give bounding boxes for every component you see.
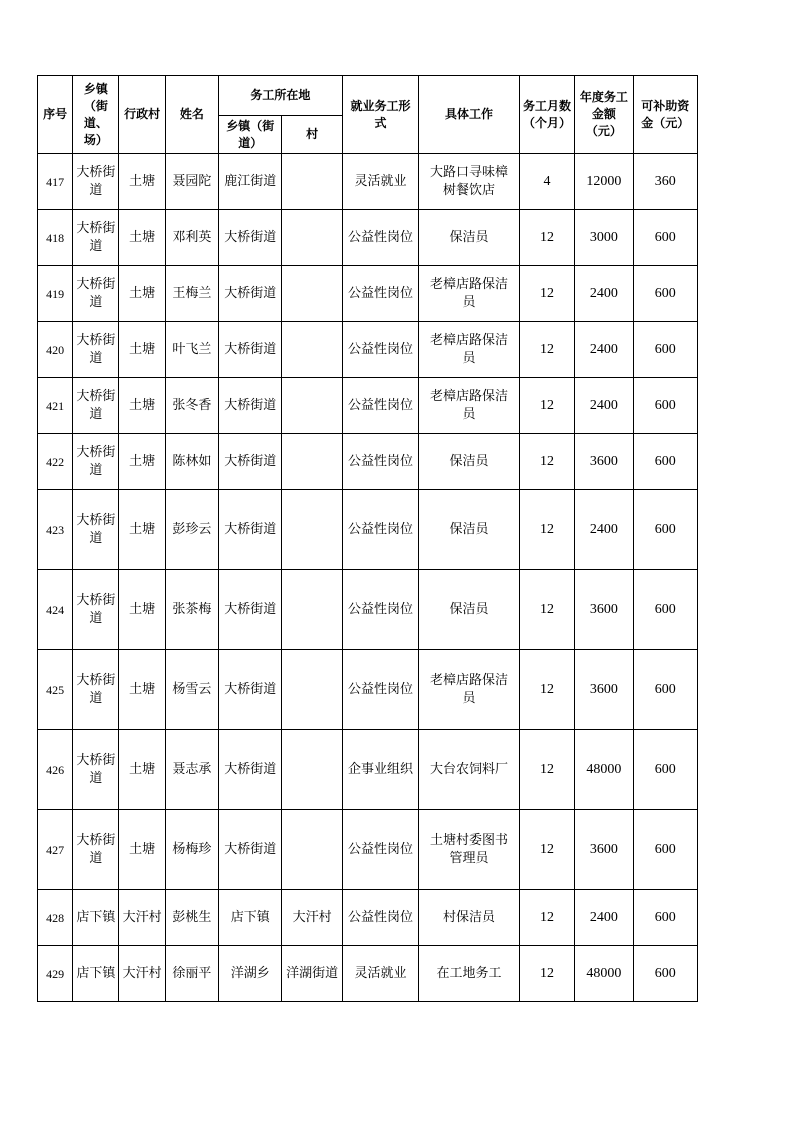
cell-work-town: 大桥街道 [219,266,282,322]
table-row [38,810,698,890]
cell-work-town: 大桥街道 [219,570,282,650]
cell-subsidy: 600 [633,322,697,378]
cell-seq: 419 [38,266,73,322]
cell-employment-form: 公益性岗位 [342,890,418,946]
cell-subsidy: 600 [633,570,697,650]
cell-village: 土塘 [119,210,165,266]
header-specific-job: 具体工作 [419,76,520,154]
cell-employment-form: 公益性岗位 [342,650,418,730]
cell-town: 大桥街道 [73,490,119,570]
table-row [38,378,698,434]
cell-subsidy: 360 [633,154,697,210]
cell-annual-amount: 2400 [575,266,633,322]
header-work-location: 务工所在地 [219,76,343,116]
cell-specific-job: 老樟店路保洁员 [419,322,520,378]
cell-town: 大桥街道 [73,810,119,890]
cell-work-town: 洋湖乡 [219,946,282,1002]
cell-village: 土塘 [119,730,165,810]
table-row [38,890,698,946]
table-header [38,76,698,154]
cell-village: 土塘 [119,154,165,210]
cell-annual-amount: 3600 [575,570,633,650]
cell-work-village [282,810,342,890]
cell-seq: 423 [38,490,73,570]
table-row [38,210,698,266]
cell-seq: 421 [38,378,73,434]
cell-specific-job: 保洁员 [419,210,520,266]
cell-town: 大桥街道 [73,650,119,730]
cell-name: 张冬香 [165,378,218,434]
table-row [38,322,698,378]
header-employment-form: 就业务工形式 [342,76,418,154]
cell-months: 4 [519,154,574,210]
cell-employment-form: 公益性岗位 [342,434,418,490]
cell-work-village [282,434,342,490]
cell-work-town: 大桥街道 [219,650,282,730]
cell-seq: 420 [38,322,73,378]
header-months: 务工月数（个月） [519,76,574,154]
cell-town: 大桥街道 [73,730,119,810]
cell-annual-amount: 2400 [575,890,633,946]
employment-subsidy-table [37,75,698,1002]
cell-name: 邓利英 [165,210,218,266]
table-row [38,570,698,650]
cell-name: 王梅兰 [165,266,218,322]
cell-annual-amount: 3600 [575,650,633,730]
cell-seq: 427 [38,810,73,890]
cell-employment-form: 公益性岗位 [342,490,418,570]
cell-annual-amount: 48000 [575,730,633,810]
cell-name: 杨雪云 [165,650,218,730]
cell-specific-job: 保洁员 [419,490,520,570]
cell-months: 12 [519,650,574,730]
cell-name: 聂园陀 [165,154,218,210]
cell-work-town: 大桥街道 [219,322,282,378]
cell-work-village [282,490,342,570]
cell-employment-form: 灵活就业 [342,154,418,210]
cell-employment-form: 公益性岗位 [342,266,418,322]
cell-seq: 418 [38,210,73,266]
cell-work-village [282,322,342,378]
cell-employment-form: 公益性岗位 [342,570,418,650]
cell-months: 12 [519,210,574,266]
cell-months: 12 [519,570,574,650]
cell-village: 大汗村 [119,946,165,1002]
cell-subsidy: 600 [633,266,697,322]
cell-town: 大桥街道 [73,378,119,434]
table-row [38,730,698,810]
cell-months: 12 [519,322,574,378]
cell-town: 大桥街道 [73,266,119,322]
cell-name: 彭桃生 [165,890,218,946]
cell-village: 土塘 [119,266,165,322]
cell-name: 聂志承 [165,730,218,810]
cell-months: 12 [519,946,574,1002]
cell-town: 大桥街道 [73,434,119,490]
cell-village: 土塘 [119,378,165,434]
cell-specific-job: 大台农饲料厂 [419,730,520,810]
cell-subsidy: 600 [633,434,697,490]
cell-village: 土塘 [119,490,165,570]
cell-annual-amount: 12000 [575,154,633,210]
cell-annual-amount: 2400 [575,378,633,434]
cell-work-town: 店下镇 [219,890,282,946]
cell-specific-job: 老樟店路保洁员 [419,378,520,434]
cell-town: 大桥街道 [73,322,119,378]
header-name: 姓名 [165,76,218,154]
cell-specific-job: 大路口寻味樟树餐饮店 [419,154,520,210]
cell-town: 大桥街道 [73,154,119,210]
cell-seq: 426 [38,730,73,810]
cell-specific-job: 村保洁员 [419,890,520,946]
cell-name: 张茶梅 [165,570,218,650]
cell-work-town: 大桥街道 [219,490,282,570]
header-town: 乡镇（街道、场） [73,76,119,154]
cell-seq: 424 [38,570,73,650]
cell-village: 土塘 [119,322,165,378]
cell-town: 店下镇 [73,890,119,946]
cell-employment-form: 公益性岗位 [342,378,418,434]
cell-seq: 417 [38,154,73,210]
cell-annual-amount: 3600 [575,810,633,890]
cell-subsidy: 600 [633,378,697,434]
cell-months: 12 [519,890,574,946]
cell-subsidy: 600 [633,490,697,570]
cell-name: 叶飞兰 [165,322,218,378]
cell-work-town: 鹿江街道 [219,154,282,210]
header-work-village: 村 [282,116,342,154]
cell-specific-job: 在工地务工 [419,946,520,1002]
cell-village: 土塘 [119,434,165,490]
cell-employment-form: 灵活就业 [342,946,418,1002]
cell-town: 大桥街道 [73,210,119,266]
cell-employment-form: 公益性岗位 [342,810,418,890]
cell-subsidy: 600 [633,210,697,266]
cell-specific-job: 土塘村委图书管理员 [419,810,520,890]
table-body [38,154,698,1002]
cell-annual-amount: 3000 [575,210,633,266]
cell-specific-job: 保洁员 [419,434,520,490]
cell-months: 12 [519,378,574,434]
cell-work-village [282,378,342,434]
cell-months: 12 [519,266,574,322]
cell-seq: 428 [38,890,73,946]
cell-specific-job: 老樟店路保洁员 [419,266,520,322]
cell-annual-amount: 2400 [575,490,633,570]
table-row [38,946,698,1002]
cell-name: 陈林如 [165,434,218,490]
header-annual-amount: 年度务工金额（元） [575,76,633,154]
cell-months: 12 [519,434,574,490]
table-row [38,266,698,322]
cell-employment-form: 企事业组织 [342,730,418,810]
cell-name: 徐丽平 [165,946,218,1002]
cell-village: 大汗村 [119,890,165,946]
cell-months: 12 [519,730,574,810]
cell-work-village [282,154,342,210]
cell-seq: 422 [38,434,73,490]
header-subsidy: 可补助资金（元） [633,76,697,154]
header-seq: 序号 [38,76,73,154]
table-row [38,490,698,570]
cell-annual-amount: 3600 [575,434,633,490]
cell-work-town: 大桥街道 [219,434,282,490]
table-row [38,154,698,210]
cell-town: 店下镇 [73,946,119,1002]
cell-work-village [282,650,342,730]
cell-subsidy: 600 [633,810,697,890]
cell-annual-amount: 2400 [575,322,633,378]
cell-work-village [282,210,342,266]
cell-work-village [282,266,342,322]
cell-village: 土塘 [119,810,165,890]
cell-seq: 429 [38,946,73,1002]
cell-work-town: 大桥街道 [219,730,282,810]
cell-seq: 425 [38,650,73,730]
cell-annual-amount: 48000 [575,946,633,1002]
cell-subsidy: 600 [633,890,697,946]
cell-work-town: 大桥街道 [219,378,282,434]
cell-employment-form: 公益性岗位 [342,322,418,378]
cell-name: 彭珍云 [165,490,218,570]
cell-specific-job: 老樟店路保洁员 [419,650,520,730]
cell-subsidy: 600 [633,650,697,730]
cell-work-village: 洋湖街道 [282,946,342,1002]
cell-village: 土塘 [119,650,165,730]
cell-work-town: 大桥街道 [219,210,282,266]
cell-work-village [282,730,342,810]
table-row [38,650,698,730]
header-village: 行政村 [119,76,165,154]
cell-subsidy: 600 [633,730,697,810]
cell-subsidy: 600 [633,946,697,1002]
cell-village: 土塘 [119,570,165,650]
cell-employment-form: 公益性岗位 [342,210,418,266]
cell-work-village [282,570,342,650]
cell-months: 12 [519,490,574,570]
cell-specific-job: 保洁员 [419,570,520,650]
header-work-town: 乡镇（街道） [219,116,282,154]
cell-work-town: 大桥街道 [219,810,282,890]
cell-name: 杨梅珍 [165,810,218,890]
cell-months: 12 [519,810,574,890]
cell-work-village: 大汗村 [282,890,342,946]
cell-town: 大桥街道 [73,570,119,650]
table-row [38,434,698,490]
